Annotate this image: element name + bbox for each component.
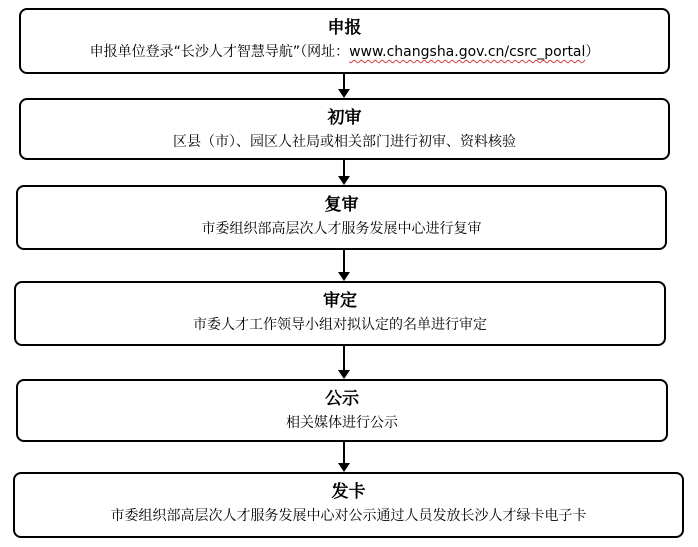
- step-title-approval: 审定: [323, 291, 357, 311]
- step-title-second-review: 复审: [324, 195, 359, 215]
- step-desc-apply: [21, 42, 668, 62]
- flow-arrow-4: [338, 346, 350, 379]
- step-box-approval: [14, 281, 666, 346]
- flow-arrow-2: [338, 160, 350, 185]
- flow-arrow-1: [338, 74, 350, 98]
- step-title-card-issuance: 发卡: [331, 482, 366, 502]
- step-desc-apply-prefix: 申报单位登录“长沙人才智慧导航”（网址：: [89, 44, 350, 60]
- step-box-apply: [19, 8, 670, 74]
- flow-arrow-3: [338, 250, 350, 281]
- step-desc-approval: 市委人才工作领导小组对拟认定的名单进行审定: [193, 317, 487, 333]
- step-box-publicity: [16, 379, 668, 442]
- step-box-second-review: [16, 185, 667, 250]
- portal-url[interactable]: www.changsha.gov.cn/csrc_portal: [349, 44, 586, 60]
- step-title-initial-review: 初审: [327, 108, 362, 128]
- step-desc-initial-review: 区县（市）、园区人社局或相关部门进行初审、资料核验: [173, 134, 516, 150]
- step-desc-second-review: 市委组织部高层次人才服务发展中心进行复审: [201, 221, 482, 237]
- step-box-initial-review: [19, 98, 670, 160]
- step-box-card-issuance: [13, 472, 684, 538]
- step-desc-publicity: 相关媒体进行公示: [286, 415, 398, 431]
- step-title-apply: 申报: [327, 18, 362, 38]
- step-desc-apply-suffix: ）: [585, 44, 600, 60]
- step-title-publicity: 公示: [325, 389, 359, 409]
- step-desc-card-issuance: 市委组织部高层次人才服务发展中心对公示通过人员发放长沙人才绿卡电子卡: [110, 508, 587, 524]
- flow-arrow-5: [338, 442, 350, 472]
